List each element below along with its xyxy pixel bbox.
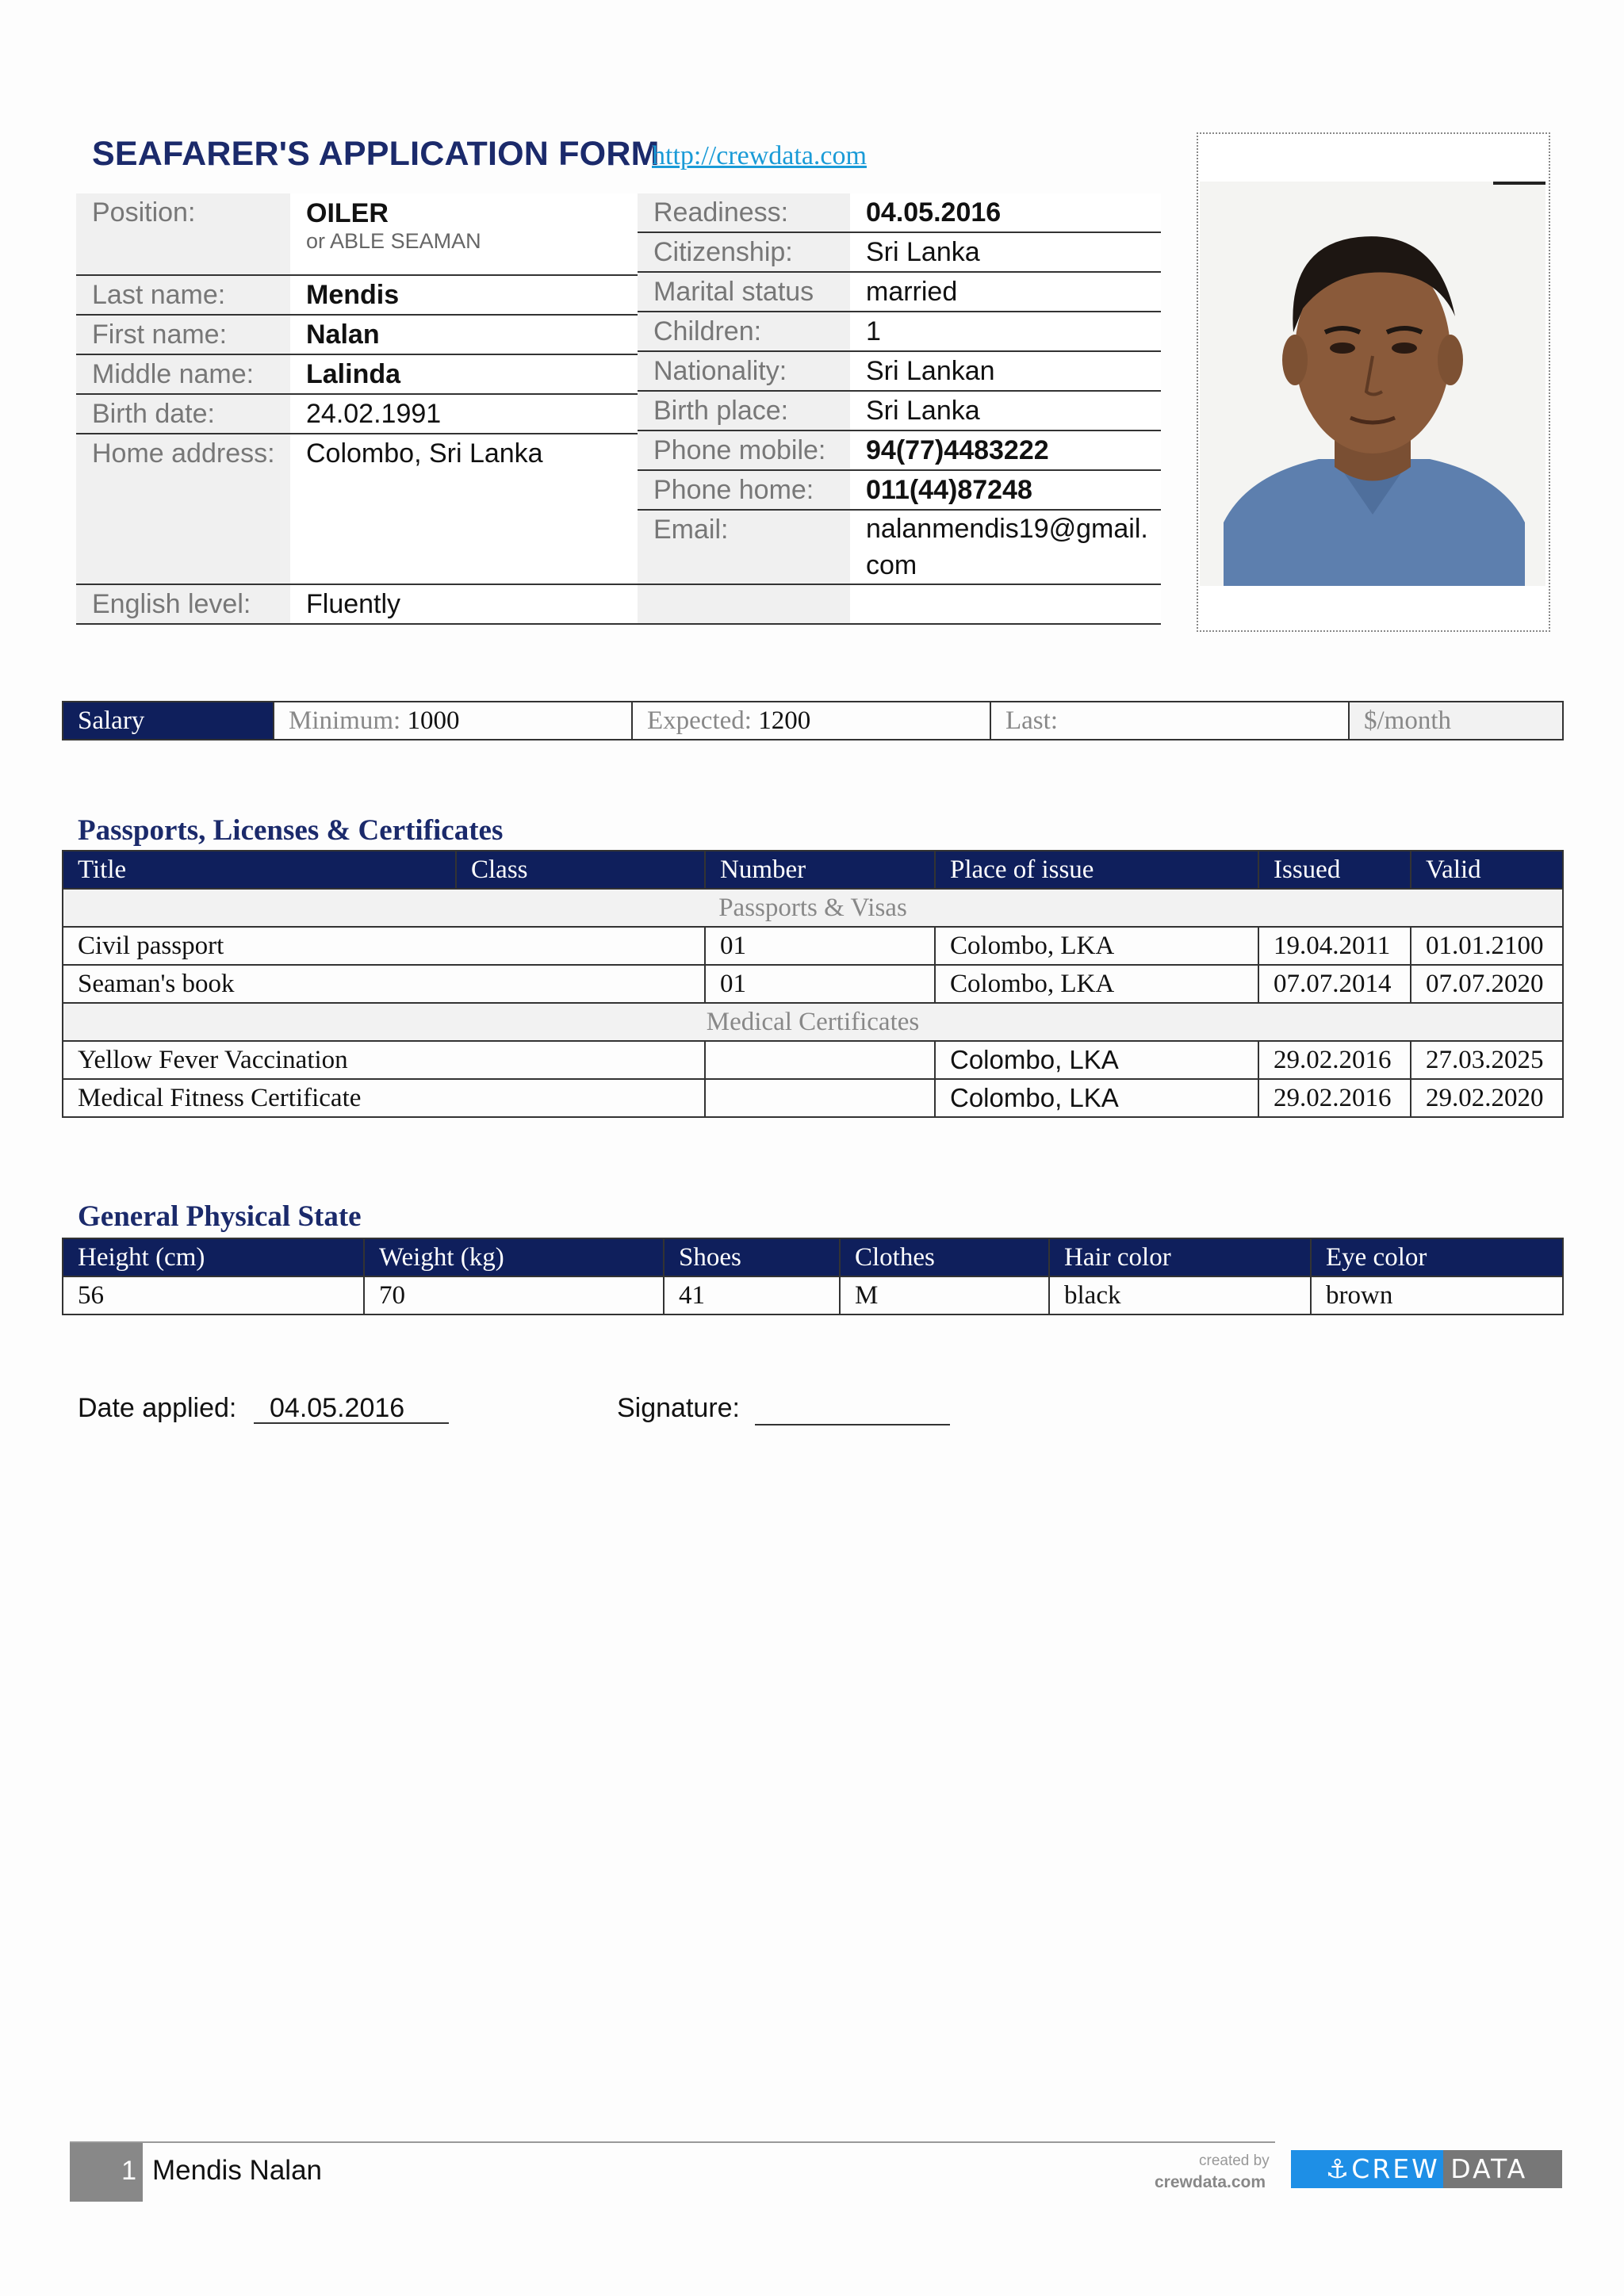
readiness-value: 04.05.2016 — [850, 193, 1161, 232]
salary-last-label: Last: — [1005, 706, 1058, 735]
col-header-number: Number — [705, 851, 935, 889]
info-label — [638, 584, 850, 624]
info-label: Readiness: — [638, 193, 850, 232]
photo-frame — [1197, 132, 1550, 632]
nationality-value: Sri Lankan — [850, 351, 1161, 391]
group-row — [63, 1003, 1563, 1041]
info-label: Middle name: — [76, 354, 290, 394]
salary-last — [990, 702, 1349, 740]
page-number: 1 — [70, 2143, 143, 2202]
info-label: Birth place: — [638, 391, 850, 430]
info-row-birth-place — [638, 391, 1161, 430]
table-row — [63, 965, 1563, 1003]
documents-header-row — [63, 851, 1563, 889]
info-label: Last name: — [76, 275, 290, 315]
date-applied-value: 04.05.2016 — [254, 1389, 449, 1424]
col-header-place: Place of issue — [935, 851, 1258, 889]
documents-section-title: Passports, Licenses & Certificates — [78, 814, 504, 847]
created-by-text: created by — [1199, 2152, 1270, 2169]
phone-mobile-value: 94(77)4483222 — [850, 430, 1161, 470]
footer-divider — [70, 2141, 1275, 2143]
doc-number — [705, 1079, 935, 1117]
doc-valid: 07.07.2020 — [1411, 965, 1563, 1003]
salary-row — [63, 702, 1563, 740]
info-row-children — [638, 312, 1161, 351]
info-label: Citizenship: — [638, 232, 850, 272]
info-row-readiness — [638, 193, 1161, 232]
citizenship-value: Sri Lanka — [850, 232, 1161, 272]
group-label-passports: Passports & Visas — [63, 889, 1563, 927]
first-name-value: Nalan — [290, 315, 638, 354]
info-row-citizenship — [638, 232, 1161, 272]
marital-status-value: married — [850, 272, 1161, 312]
clothes-value: M — [840, 1276, 1049, 1314]
shoes-value: 41 — [664, 1276, 840, 1314]
table-row — [63, 1079, 1563, 1117]
doc-issued: 19.04.2011 — [1258, 927, 1411, 965]
physical-section-title: General Physical State — [78, 1200, 362, 1233]
crewdata-logo — [1291, 2150, 1562, 2188]
doc-place: Colombo, LKA — [935, 927, 1258, 965]
salary-minimum-value: 1000 — [407, 706, 460, 735]
doc-title: Civil passport — [63, 927, 705, 965]
birth-place-value: Sri Lanka — [850, 391, 1161, 430]
col-header-clothes: Clothes — [840, 1238, 1049, 1276]
info-label: Phone mobile: — [638, 430, 850, 470]
info-row-first-name — [76, 315, 638, 354]
doc-valid: 01.01.2100 — [1411, 927, 1563, 965]
info-value-position — [290, 193, 638, 275]
physical-table — [62, 1238, 1564, 1315]
home-address-value: Colombo, Sri Lanka — [290, 434, 638, 584]
email-value: nalanmendis19@gmail.com — [850, 510, 1161, 584]
personal-info-left — [76, 193, 638, 625]
doc-place: Colombo, LKA — [935, 1079, 1258, 1117]
table-row — [63, 927, 1563, 965]
doc-number: 01 — [705, 965, 935, 1003]
group-label-medical: Medical Certificates — [63, 1003, 1563, 1041]
col-header-title: Title — [63, 851, 456, 889]
created-by-url: crewdata.com — [1155, 2173, 1266, 2191]
height-value: 56 — [63, 1276, 364, 1314]
salary-expected-value: 1200 — [758, 706, 811, 735]
english-level-value: Fluently — [290, 584, 638, 624]
personal-info-right — [638, 193, 1161, 625]
salary-expected-label: Expected: — [647, 706, 752, 735]
info-row-phone-home — [638, 470, 1161, 510]
applicant-photo — [1200, 182, 1545, 586]
salary-label: Salary — [63, 702, 274, 740]
hair-color-value: black — [1049, 1276, 1311, 1314]
documents-table — [62, 850, 1564, 1118]
col-header-class: Class — [456, 851, 705, 889]
salary-minimum — [274, 702, 632, 740]
info-row-last-name — [76, 275, 638, 315]
col-header-hair-color: Hair color — [1049, 1238, 1311, 1276]
position-value: OILER — [306, 198, 389, 228]
doc-issued: 29.02.2016 — [1258, 1041, 1411, 1079]
info-label: Email: — [638, 510, 850, 584]
doc-title: Medical Fitness Certificate — [63, 1079, 705, 1117]
info-row-phone-mobile — [638, 430, 1161, 470]
doc-title: Yellow Fever Vaccination — [63, 1041, 705, 1079]
info-label: Nationality: — [638, 351, 850, 391]
info-label: Position: — [76, 193, 290, 275]
doc-place: Colombo, LKA — [935, 965, 1258, 1003]
middle-name-value: Lalinda — [290, 354, 638, 394]
info-label: Birth date: — [76, 394, 290, 434]
info-row-position — [76, 193, 638, 275]
doc-place: Colombo, LKA — [935, 1041, 1258, 1079]
group-row — [63, 889, 1563, 927]
birth-date-value: 24.02.1991 — [290, 394, 638, 434]
doc-number — [705, 1041, 935, 1079]
date-applied-label: Date applied: — [78, 1393, 237, 1423]
info-row-nationality — [638, 351, 1161, 391]
children-value: 1 — [850, 312, 1161, 351]
table-row — [63, 1276, 1563, 1314]
info-row-birth-date — [76, 394, 638, 434]
doc-valid: 27.03.2025 — [1411, 1041, 1563, 1079]
weight-value: 70 — [364, 1276, 664, 1314]
info-row-email — [638, 510, 1161, 584]
signature-label: Signature: — [617, 1393, 740, 1423]
info-row-home-address — [76, 434, 638, 584]
info-label: Marital status — [638, 272, 850, 312]
doc-issued: 07.07.2014 — [1258, 965, 1411, 1003]
info-row-marital-status — [638, 272, 1161, 312]
salary-expected — [632, 702, 990, 740]
col-header-issued: Issued — [1258, 851, 1411, 889]
col-header-height: Height (cm) — [63, 1238, 364, 1276]
salary-unit: $/month — [1349, 702, 1563, 740]
physical-header-row — [63, 1238, 1563, 1276]
info-label: Home address: — [76, 434, 290, 584]
salary-table — [62, 701, 1564, 740]
doc-issued: 29.02.2016 — [1258, 1079, 1411, 1117]
info-row-empty — [638, 584, 1161, 624]
info-label: English level: — [76, 584, 290, 624]
position-alternative: or ABLE SEAMAN — [306, 229, 481, 254]
form-title: SEAFARER'S APPLICATION FORM — [92, 135, 660, 173]
info-label: Children: — [638, 312, 850, 351]
info-value — [850, 584, 1161, 624]
signature-line — [755, 1389, 950, 1425]
doc-title: Seaman's book — [63, 965, 705, 1003]
footer-applicant-name: Mendis Nalan — [152, 2155, 322, 2186]
eye-color-value: brown — [1311, 1276, 1563, 1314]
logo-text: ⚓CREW DATA — [1325, 2153, 1528, 2184]
doc-valid: 29.02.2020 — [1411, 1079, 1563, 1117]
last-name-value: Mendis — [290, 275, 638, 315]
info-row-middle-name — [76, 354, 638, 394]
col-header-shoes: Shoes — [664, 1238, 840, 1276]
col-header-valid: Valid — [1411, 851, 1563, 889]
info-label: Phone home: — [638, 470, 850, 510]
doc-number: 01 — [705, 927, 935, 965]
info-row-english-level — [76, 584, 638, 624]
website-link[interactable]: http://crewdata.com — [652, 141, 867, 170]
phone-home-value: 011(44)87248 — [850, 470, 1161, 510]
col-header-weight: Weight (kg) — [364, 1238, 664, 1276]
info-label: First name: — [76, 315, 290, 354]
table-row — [63, 1041, 1563, 1079]
col-header-eye-color: Eye color — [1311, 1238, 1563, 1276]
salary-minimum-label: Minimum: — [289, 706, 401, 735]
